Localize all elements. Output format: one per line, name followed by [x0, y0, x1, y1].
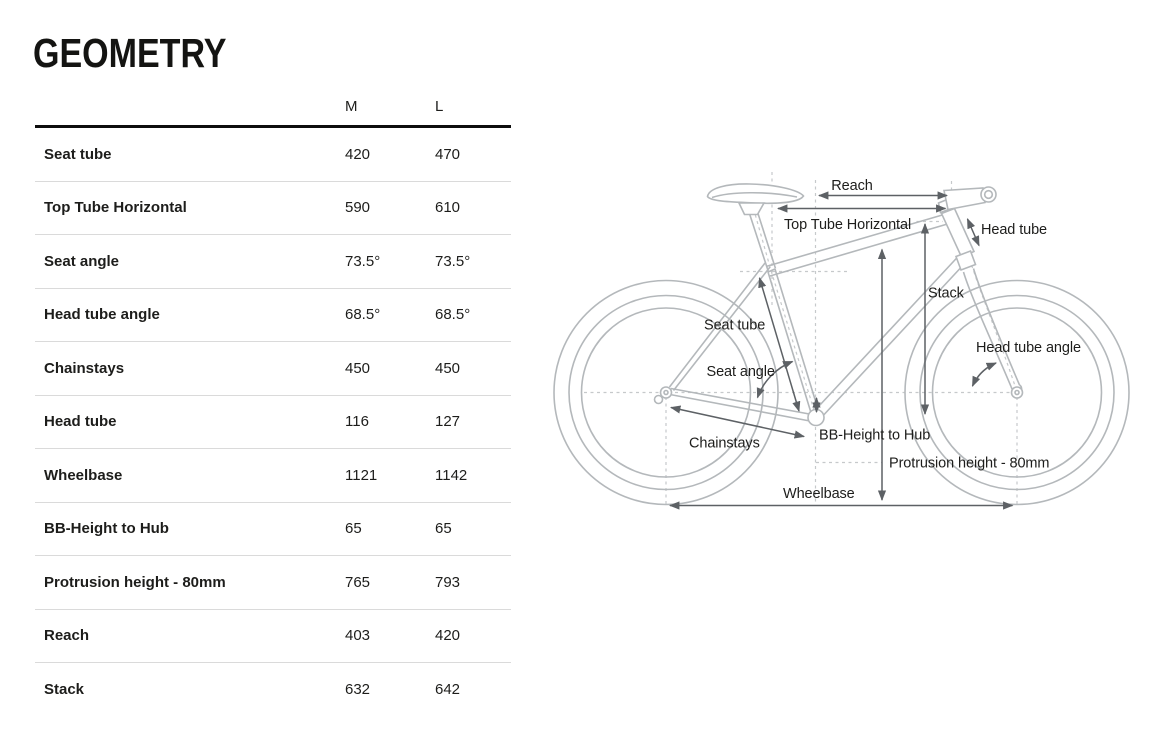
row-value-m: 73.5° [345, 252, 381, 270]
label-seat-angle: Seat angle [706, 364, 775, 380]
row-value-l: 420 [435, 627, 461, 645]
row-value-l: 470 [435, 145, 461, 163]
row-value-l: 73.5° [435, 252, 471, 270]
row-value-l: 65 [435, 520, 452, 538]
row-label: Protrusion height - 80mm [44, 573, 226, 591]
row-value-l: 642 [435, 681, 461, 699]
column-header-size-l: L [435, 98, 444, 115]
row-label: Wheelbase [44, 466, 123, 484]
row-value-l: 610 [435, 199, 461, 217]
label-reach: Reach [831, 178, 873, 194]
head-tube-angle-arc [973, 363, 997, 386]
row-label: Head tube [44, 413, 117, 431]
label-seat-tube: Seat tube [704, 317, 766, 334]
row-value-l: 1142 [435, 466, 468, 484]
label-bb-height-to-hub: BB-Height to Hub [819, 427, 931, 444]
saddle-clamp [739, 203, 764, 215]
chainstays-tube [670, 389, 813, 422]
table-row-reach [35, 610, 511, 664]
table-row-chainstays [35, 342, 511, 396]
column-header-size-m: M [345, 98, 358, 115]
row-value-m: 632 [345, 681, 371, 699]
row-value-l: 793 [435, 573, 461, 591]
table-row-bb-height-to-hub [35, 503, 511, 557]
page-title: GEOMETRY [33, 30, 227, 76]
bike-geometry-diagram [540, 130, 1171, 530]
row-value-l: 68.5° [435, 306, 471, 324]
saddle-shape [708, 184, 804, 203]
row-label: Seat tube [44, 145, 112, 163]
row-value-m: 65 [345, 520, 362, 538]
row-value-m: 116 [345, 413, 369, 431]
row-value-m: 450 [345, 359, 371, 377]
row-value-l: 450 [435, 359, 461, 377]
row-value-m: 765 [345, 573, 371, 591]
row-label: Stack [44, 681, 85, 699]
label-wheelbase: Wheelbase [783, 486, 855, 502]
stem-shape [944, 188, 985, 210]
table-row-top-tube-horizontal [35, 182, 511, 236]
row-value-m: 403 [345, 627, 371, 645]
table-row-protrusion-height [35, 556, 511, 610]
label-chainstays: Chainstays [689, 435, 760, 452]
down-tube-shape [813, 255, 967, 420]
label-stack: Stack [928, 285, 964, 302]
row-value-m: 420 [345, 145, 371, 163]
label-head-tube-angle: Head tube angle [976, 340, 1081, 356]
table-row-head-tube [35, 396, 511, 450]
rear-hub [661, 387, 672, 398]
table-row-stack [35, 663, 511, 717]
row-label: Chainstays [44, 359, 125, 377]
table-header-row [35, 88, 511, 128]
fork-legs [964, 269, 1020, 387]
label-top-tube-horizontal: Top Tube Horizontal [784, 217, 912, 233]
table-row-wheelbase [35, 449, 511, 503]
geometry-table [35, 88, 511, 717]
table-row-seat-angle [35, 235, 511, 289]
rear-derailleur [655, 396, 663, 404]
handlebar-ring [981, 187, 996, 202]
label-head-tube: Head tube [981, 222, 1048, 238]
label-protrusion-height: Protrusion height - 80mm [889, 455, 1050, 472]
row-label: Top Tube Horizontal [44, 199, 187, 217]
table-row-seat-tube [35, 128, 511, 182]
row-label: Reach [44, 627, 90, 645]
row-label: BB-Height to Hub [44, 520, 169, 538]
front-hub [1012, 387, 1023, 398]
row-value-m: 68.5° [345, 306, 381, 324]
table-row-head-tube-angle [35, 289, 511, 343]
row-value-m: 590 [345, 199, 371, 217]
chainstays-arrow [671, 408, 804, 437]
head-tube-shape [942, 209, 975, 258]
row-label: Seat angle [44, 252, 120, 270]
row-value-m: 1121 [345, 466, 378, 484]
row-value-l: 127 [435, 413, 461, 431]
row-label: Head tube angle [44, 306, 160, 324]
